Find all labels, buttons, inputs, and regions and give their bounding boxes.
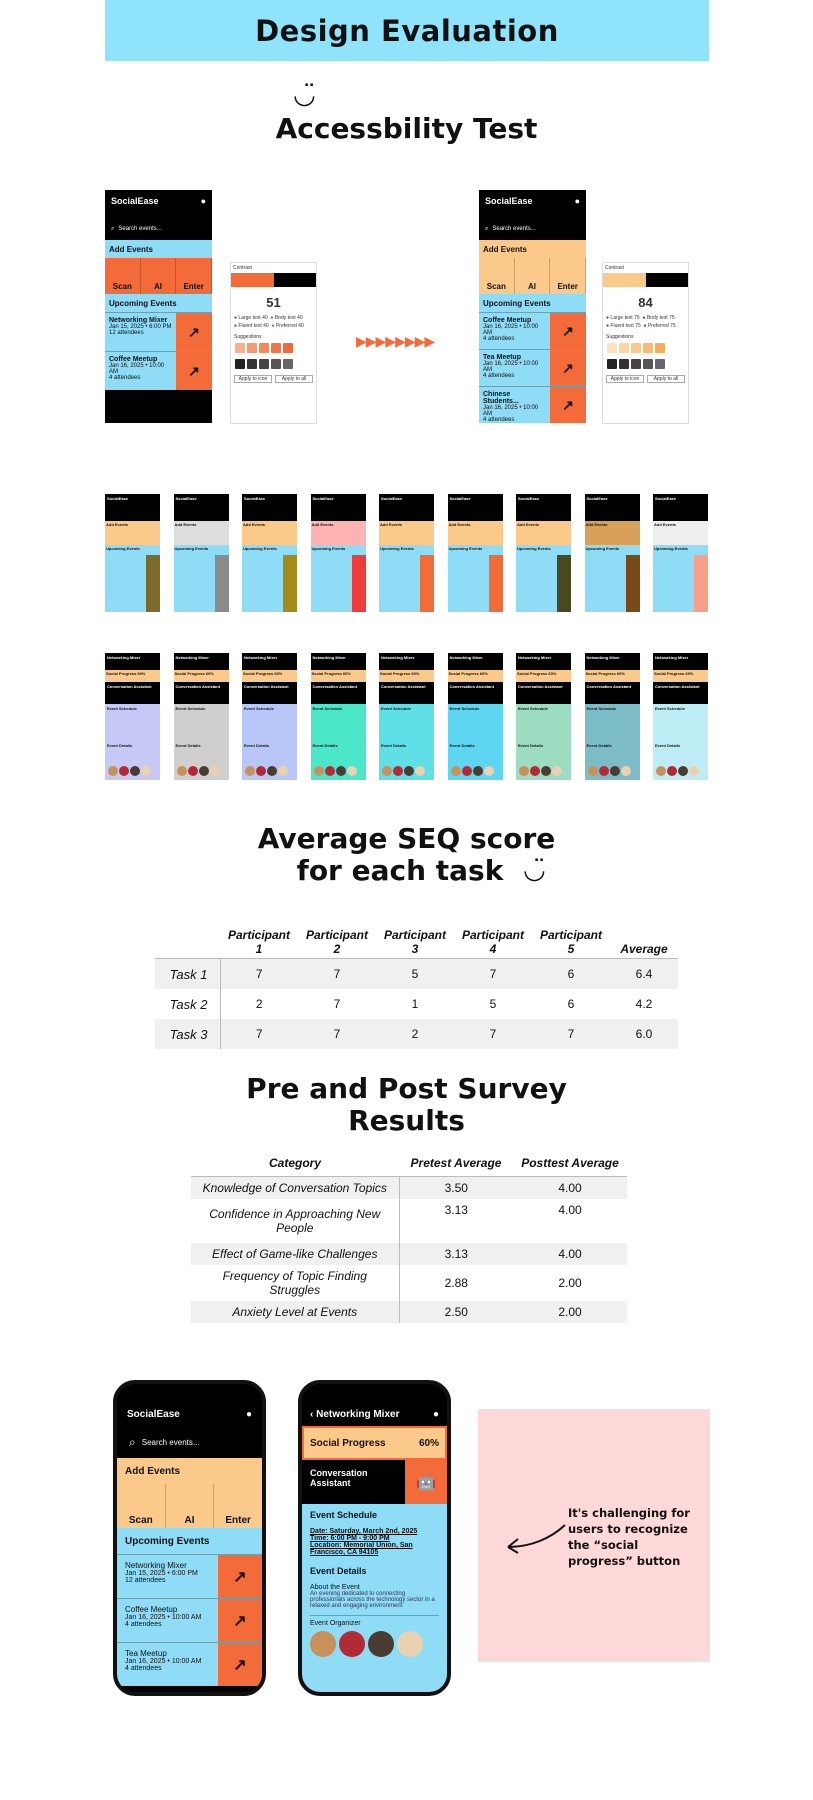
thumb-add: Add Events (653, 521, 708, 531)
variant-home-thumbnail (174, 494, 229, 612)
search-input[interactable]: Search events... (141, 1437, 200, 1447)
seq-header: Participant 3 (383, 928, 446, 956)
enter-button[interactable]: Enter (550, 258, 586, 294)
thumb-sched: Event Schedule (586, 706, 617, 711)
thumb-mixer: Networking Mixer (379, 653, 434, 670)
survey-pre: 3.13 (444, 1203, 468, 1217)
contrast-score: 84 (638, 295, 653, 310)
smile-icon: ◡̈ (523, 855, 546, 885)
preferred-label: Preferred (275, 323, 297, 329)
app-name: SocialEase (111, 196, 159, 206)
thumb-details: Event Details (107, 743, 133, 748)
seq-cell: 4.2 (635, 997, 653, 1011)
thumb-up: Upcoming Events (654, 546, 688, 551)
fluent-text-value: 75 (635, 323, 641, 329)
event-row[interactable] (117, 1598, 262, 1642)
thumb-conv: Conversation Assistant (653, 682, 708, 704)
apply-all-button[interactable]: Apply to all (647, 375, 685, 383)
thumb-details: Event Details (586, 743, 612, 748)
thumb-conv: Conversation Assistant (174, 682, 229, 704)
survey-header: Posttest Average (521, 1156, 619, 1170)
body-text-label: Body text (646, 315, 668, 321)
scan-button[interactable]: Scan (479, 258, 515, 294)
thumb-mixer: Networking Mixer (585, 653, 640, 670)
event-row[interactable] (479, 312, 586, 349)
variant-home-thumbnail (516, 494, 571, 612)
arrow-icon[interactable]: ↗ (550, 387, 586, 423)
variant-home-thumbnail (105, 494, 160, 612)
large-text-label: Large text (610, 315, 633, 321)
thumb-add: Add Events (242, 521, 297, 531)
add-events-label: Add Events (117, 1458, 262, 1484)
thumb-conv: Conversation Assistant (448, 682, 503, 704)
thumb-up: Upcoming Events (311, 546, 346, 551)
thumb-sched: Event Schedule (312, 706, 343, 711)
event-name: Tea Meetup (483, 354, 521, 361)
survey-header: Pretest Average (410, 1156, 502, 1170)
add-events-label: Add Events (105, 240, 212, 258)
arrow-icon[interactable]: ↗ (218, 1599, 262, 1642)
seq-header: Participant 5 (539, 928, 602, 956)
thumb-add: Add Events (311, 521, 366, 531)
thumb-conv: Conversation Assistant (516, 682, 571, 704)
survey-pre: 3.13 (399, 1243, 513, 1265)
task-label: Task 3 (155, 1019, 220, 1049)
ai-button[interactable]: AI (166, 1484, 215, 1528)
upcoming-label: Upcoming Events (105, 294, 212, 312)
thumb-progress: Social Progress 60% (311, 670, 366, 682)
thumb-progress: Social Progress 60% (516, 670, 571, 682)
scan-button[interactable]: Scan (105, 258, 141, 294)
thumb-app-name: SocialEase (516, 494, 571, 511)
thumb-app-name: SocialEase (585, 494, 640, 511)
event-name: Tea Meetup (125, 1649, 167, 1658)
variant-detail-thumbnail (379, 653, 434, 780)
variant-home-thumbnail (242, 494, 297, 612)
page-title: Design Evaluation (255, 13, 559, 48)
event-row[interactable] (117, 1554, 262, 1598)
robot-icon: 🤖 (405, 1460, 447, 1504)
accessibility-title: Accessbility Test (275, 112, 538, 145)
conversation-assistant-button[interactable] (302, 1460, 447, 1504)
conv-label: Conversation (310, 1468, 368, 1478)
seq-cell: 6.0 (610, 1019, 678, 1049)
thumb-app-name: SocialEase (174, 494, 229, 511)
event-location[interactable]: Location: Memorial Union, San Francisco, CA 94105 (310, 1542, 413, 1556)
search-icon: ⌕ (111, 225, 115, 232)
variant-detail-thumbnail (448, 653, 503, 780)
variant-detail-thumbnail (585, 653, 640, 780)
thumb-mixer: Networking Mixer (105, 653, 160, 670)
thumb-app-name: SocialEase (379, 494, 434, 511)
event-name: Chinese Students... (483, 391, 519, 405)
schedule-heading: Event Schedule (310, 1510, 378, 1520)
thumb-add: Add Events (105, 521, 160, 531)
thumb-sched: Event Schedule (244, 706, 274, 711)
seq-cell: 7 (532, 1019, 610, 1049)
thumb-mixer: Networking Mixer (242, 653, 297, 670)
event-row[interactable] (479, 386, 586, 423)
event-attendees: 4 attendees (109, 375, 141, 381)
preferred-value: 75 (670, 323, 676, 329)
profile-icon: ● (245, 1409, 252, 1420)
avatar[interactable] (310, 1631, 336, 1657)
about-text: An evening dedicated to connecting professionals across the technology sector in a relaxed and engaging environment (310, 1591, 435, 1609)
thumb-add: Add Events (516, 521, 571, 531)
fluent-text-label: Fluent text (610, 323, 634, 329)
search-input[interactable]: Search events... (118, 226, 162, 232)
ai-button[interactable]: AI (515, 258, 551, 294)
thumb-mixer: Networking Mixer (174, 653, 229, 670)
thumb-conv: Conversation Assistant (242, 682, 297, 704)
thumb-up: Upcoming Events (243, 546, 277, 551)
note-text: It's challenging for users to recognize the “social progress” button (568, 1506, 690, 1568)
header-banner (105, 0, 709, 61)
search-icon: ⌕ (129, 1434, 136, 1449)
profile-icon: ● (432, 1409, 439, 1420)
thumb-app-name: SocialEase (242, 494, 297, 511)
event-attendees: 12 attendees (125, 1577, 166, 1584)
survey-post: 2.00 (558, 1276, 582, 1290)
thumb-add: Add Events (448, 521, 503, 531)
survey-pre: 2.50 (399, 1301, 513, 1323)
thumb-up: Upcoming Events (517, 546, 551, 551)
contrast-checker-before: Contrast 51 ● Large text 40 ● Body text 40 ● Fluent text 40 ● Preferred 40 Suggestions Apply to icon Apply to all (230, 262, 317, 424)
thumb-sched: Event Schedule (381, 706, 411, 711)
smile-icon: ◡̈ (293, 80, 316, 110)
seq-header: Participant 1 (227, 928, 290, 956)
color-variants-detail (105, 653, 709, 780)
variant-home-thumbnail (448, 494, 503, 612)
color-variants-home (105, 494, 709, 612)
event-attendees: 4 attendees (125, 1621, 162, 1628)
thumb-progress: Social Progress 60% (585, 670, 640, 682)
seq-table (155, 908, 678, 1049)
event-date: Jan 16, 2025 • 10:00 AM (483, 405, 539, 417)
body-text-value: 75 (669, 315, 675, 321)
arrow-icon[interactable]: ↗ (176, 352, 212, 390)
thumb-sched: Event Schedule (175, 706, 206, 711)
seq-cell: 7 (333, 997, 341, 1011)
contrast-score: 51 (266, 295, 281, 310)
variant-detail-thumbnail (653, 653, 708, 780)
event-date: Jan 16, 2025 • 10:00 AM (125, 1658, 202, 1665)
event-row[interactable] (479, 349, 586, 386)
event-name: Coffee Meetup (483, 317, 532, 324)
survey-category: Knowledge of Conversation Topics (191, 1177, 399, 1200)
survey-post: 2.00 (513, 1301, 627, 1323)
thumb-details: Event Details (449, 743, 475, 748)
thumb-mixer: Networking Mixer (448, 653, 503, 670)
event-date: Jan 16, 2025 • 10:00 AM (125, 1614, 202, 1621)
thumb-app-name: SocialEase (448, 494, 503, 511)
seq-cell: 6.4 (610, 959, 678, 990)
thumb-app-name: SocialEase (311, 494, 366, 511)
upcoming-label: Upcoming Events (117, 1528, 262, 1554)
thumb-progress: Social Progress 60% (105, 670, 160, 682)
avatar[interactable] (368, 1631, 394, 1657)
curved-arrow-icon (500, 1517, 570, 1557)
suggestions-label: Suggestions (606, 334, 634, 340)
thumb-add: Add Events (379, 521, 434, 531)
apply-icon-button[interactable]: Apply to icon (606, 375, 644, 383)
note-card (478, 1409, 710, 1662)
preferred-label: Preferred (647, 323, 669, 329)
thumb-details: Event Details (518, 743, 544, 748)
large-text-label: Large text (238, 315, 261, 321)
seq-cell: 5 (489, 997, 497, 1011)
social-progress-pct: 60% (418, 1437, 439, 1449)
large-text-value: 40 (262, 315, 268, 321)
event-date: Jan 15, 2025 • 6:00 PM (109, 324, 172, 330)
phone-detail (298, 1380, 451, 1696)
event-date: Jan 16, 2025 • 10:00 AM (483, 361, 539, 373)
task-label: Task 1 (155, 959, 220, 990)
add-events-label: Add Events (479, 240, 586, 258)
thumb-app-name: SocialEase (105, 494, 160, 511)
thumb-up: Upcoming Events (380, 546, 414, 551)
survey-pre: 3.50 (399, 1177, 513, 1200)
thumb-progress: Social Progress 60% (448, 670, 503, 682)
search-icon: ⌕ (485, 225, 489, 232)
thumb-sched: Event Schedule (655, 706, 685, 711)
app-name: SocialEase (127, 1409, 180, 1420)
details-heading: Event Details (310, 1566, 367, 1576)
enter-button[interactable]: Enter (176, 258, 212, 294)
variant-home-thumbnail (379, 494, 434, 612)
upcoming-label: Upcoming Events (479, 294, 586, 312)
thumb-up: Upcoming Events (174, 546, 209, 551)
fluent-text-value: 40 (263, 323, 269, 329)
thumb-conv: Conversation Assistant (105, 682, 160, 704)
thumb-app-name: SocialEase (653, 494, 708, 511)
profile-icon: ● (200, 196, 206, 206)
survey-category: Anxiety Level at Events (191, 1301, 399, 1323)
phone-after (479, 190, 586, 423)
thumb-details: Event Details (244, 743, 270, 748)
survey-category: Frequency of Topic Finding Struggles (191, 1265, 399, 1301)
seq-cell: 7 (220, 1019, 298, 1049)
seq-title-line2: for each task (296, 854, 504, 887)
contrast-checker-after: Contrast 84 ● Large text 75 ● Body text 75 ● Fluent text 75 ● Preferred 75 Suggestions Apply to icon Apply to all (602, 262, 689, 424)
survey-category: Confidence in Approaching New People (191, 1199, 399, 1243)
arrow-icon[interactable]: ↗ (550, 313, 586, 349)
survey-post: 4.00 (513, 1177, 627, 1200)
body-text-value: 40 (297, 315, 303, 321)
organizer-label: Event Organizer (310, 1615, 439, 1627)
thumb-up: Upcoming Events (448, 546, 483, 551)
enter-button[interactable]: Enter (225, 1515, 251, 1526)
variant-detail-thumbnail (242, 653, 297, 780)
event-name: Networking Mixer (125, 1561, 187, 1570)
body-text-label: Body text (274, 315, 296, 321)
survey-title-line1: Pre and Post Survey (246, 1072, 567, 1105)
seq-cell: 7 (454, 1019, 532, 1049)
survey-category: Effect of Game-like Challenges (191, 1243, 399, 1265)
back-icon[interactable]: ‹ (310, 1409, 317, 1420)
survey-table (191, 1150, 627, 1323)
task-label: Task 2 (155, 989, 220, 1019)
thumb-add: Add Events (585, 521, 640, 531)
contrast-label: Contrast (605, 265, 624, 271)
ai-button[interactable]: AI (141, 258, 177, 294)
event-title: Networking Mixer (316, 1409, 400, 1420)
variant-home-thumbnail (585, 494, 640, 612)
thumb-conv: Conversation Assistant (379, 682, 434, 704)
seq-cell: 2 (255, 997, 263, 1011)
survey-post: 4.00 (558, 1203, 582, 1217)
variant-detail-thumbnail (105, 653, 160, 780)
seq-cell: 7 (454, 959, 532, 990)
search-input[interactable]: Search events... (492, 226, 536, 232)
event-date: Jan 15, 2025 • 6:00 PM (125, 1570, 198, 1577)
app-name: SocialEase (485, 196, 533, 206)
preferred-value: 40 (298, 323, 304, 329)
event-name: Networking Mixer (109, 317, 168, 324)
about-label: About the Event (310, 1584, 360, 1591)
variant-detail-thumbnail (174, 653, 229, 780)
thumb-conv: Conversation Assistant (585, 682, 640, 704)
event-name: Coffee Meetup (125, 1605, 178, 1614)
event-date: Jan 16, 2025 • 10:00 AM (109, 363, 165, 375)
survey-pre: 2.88 (444, 1276, 468, 1290)
apply-all-button[interactable]: Apply to all (275, 375, 313, 383)
event-attendees: 4 attendees (125, 1665, 162, 1672)
seq-cell: 6 (532, 959, 610, 990)
seq-cell: 7 (220, 959, 298, 990)
thumb-conv: Conversation Assistant (311, 682, 366, 704)
thumb-details: Event Details (312, 743, 338, 748)
thumb-up: Upcoming Events (106, 546, 140, 551)
thumb-add: Add Events (174, 521, 229, 531)
thumb-sched: Event Schedule (518, 706, 548, 711)
thumb-progress: Social Progress 60% (242, 670, 297, 682)
suggestions-label: Suggestions (234, 334, 262, 340)
apply-icon-button[interactable]: Apply to icon (234, 375, 272, 383)
variant-detail-thumbnail (311, 653, 366, 780)
variant-home-thumbnail (653, 494, 708, 612)
event-name: Coffee Meetup (109, 356, 158, 363)
seq-cell: 6 (567, 997, 575, 1011)
event-row[interactable] (117, 1642, 262, 1686)
arrow-icon[interactable]: ↗ (218, 1555, 262, 1598)
survey-post: 4.00 (513, 1243, 627, 1265)
survey-header: Category (268, 1156, 321, 1170)
thumb-progress: Social Progress 60% (174, 670, 229, 682)
survey-title-line2: Results (348, 1104, 465, 1137)
seq-cell: 1 (411, 997, 419, 1011)
event-attendees: 4 attendees (483, 373, 515, 379)
profile-icon: ● (574, 196, 580, 206)
social-progress-button[interactable] (302, 1426, 447, 1460)
fluent-text-label: Fluent text (238, 323, 262, 329)
large-text-value: 75 (634, 315, 640, 321)
thumb-progress: Social Progress 60% (379, 670, 434, 682)
thumb-sched: Event Schedule (449, 706, 480, 711)
variant-home-thumbnail (311, 494, 366, 612)
thumb-sched: Event Schedule (107, 706, 137, 711)
thumb-up: Upcoming Events (585, 546, 620, 551)
phone-before (105, 190, 212, 423)
event-attendees: 4 attendees (483, 417, 515, 423)
thumb-progress: Social Progress 60% (653, 670, 708, 682)
arrow-chain-icon: ▶▶▶▶▶▶▶▶ (356, 334, 435, 350)
event-attendees: 4 attendees (483, 336, 515, 342)
event-date: Date: Saturday, March 2nd, 2025 (310, 1528, 418, 1535)
seq-title-line1: Average SEQ score (257, 822, 556, 855)
arrow-icon[interactable]: ↗ (218, 1643, 262, 1686)
thumb-details: Event Details (655, 743, 681, 748)
seq-cell: 2 (376, 1019, 454, 1049)
seq-header: Participant 4 (461, 928, 524, 956)
contrast-label: Contrast (233, 265, 252, 271)
arrow-icon[interactable]: ↗ (176, 313, 212, 351)
thumb-details: Event Details (175, 743, 201, 748)
thumb-mixer: Networking Mixer (311, 653, 366, 670)
seq-header: Average (620, 942, 668, 956)
event-attendees: 12 attendees (109, 330, 144, 336)
event-row[interactable] (105, 351, 212, 390)
scan-button[interactable]: Scan (117, 1484, 166, 1528)
event-row[interactable] (105, 312, 212, 351)
seq-cell: 5 (376, 959, 454, 990)
seq-header: Participant 2 (305, 928, 368, 956)
seq-cell: 7 (298, 1019, 376, 1049)
avatar[interactable] (397, 1631, 423, 1657)
phone-home (113, 1380, 266, 1696)
event-time: Time: 6:00 PM - 9:00 PM (310, 1535, 390, 1542)
thumb-mixer: Networking Mixer (516, 653, 571, 670)
social-progress-label: Social Progress (310, 1437, 386, 1449)
variant-detail-thumbnail (516, 653, 571, 780)
thumb-details: Event Details (381, 743, 407, 748)
seq-cell: 7 (298, 959, 376, 990)
event-date: Jan 16, 2025 • 10:00 AM (483, 324, 539, 336)
avatar[interactable] (339, 1631, 365, 1657)
arrow-icon[interactable]: ↗ (550, 350, 586, 386)
conv-label: Assistant (310, 1478, 351, 1488)
thumb-mixer: Networking Mixer (653, 653, 708, 670)
